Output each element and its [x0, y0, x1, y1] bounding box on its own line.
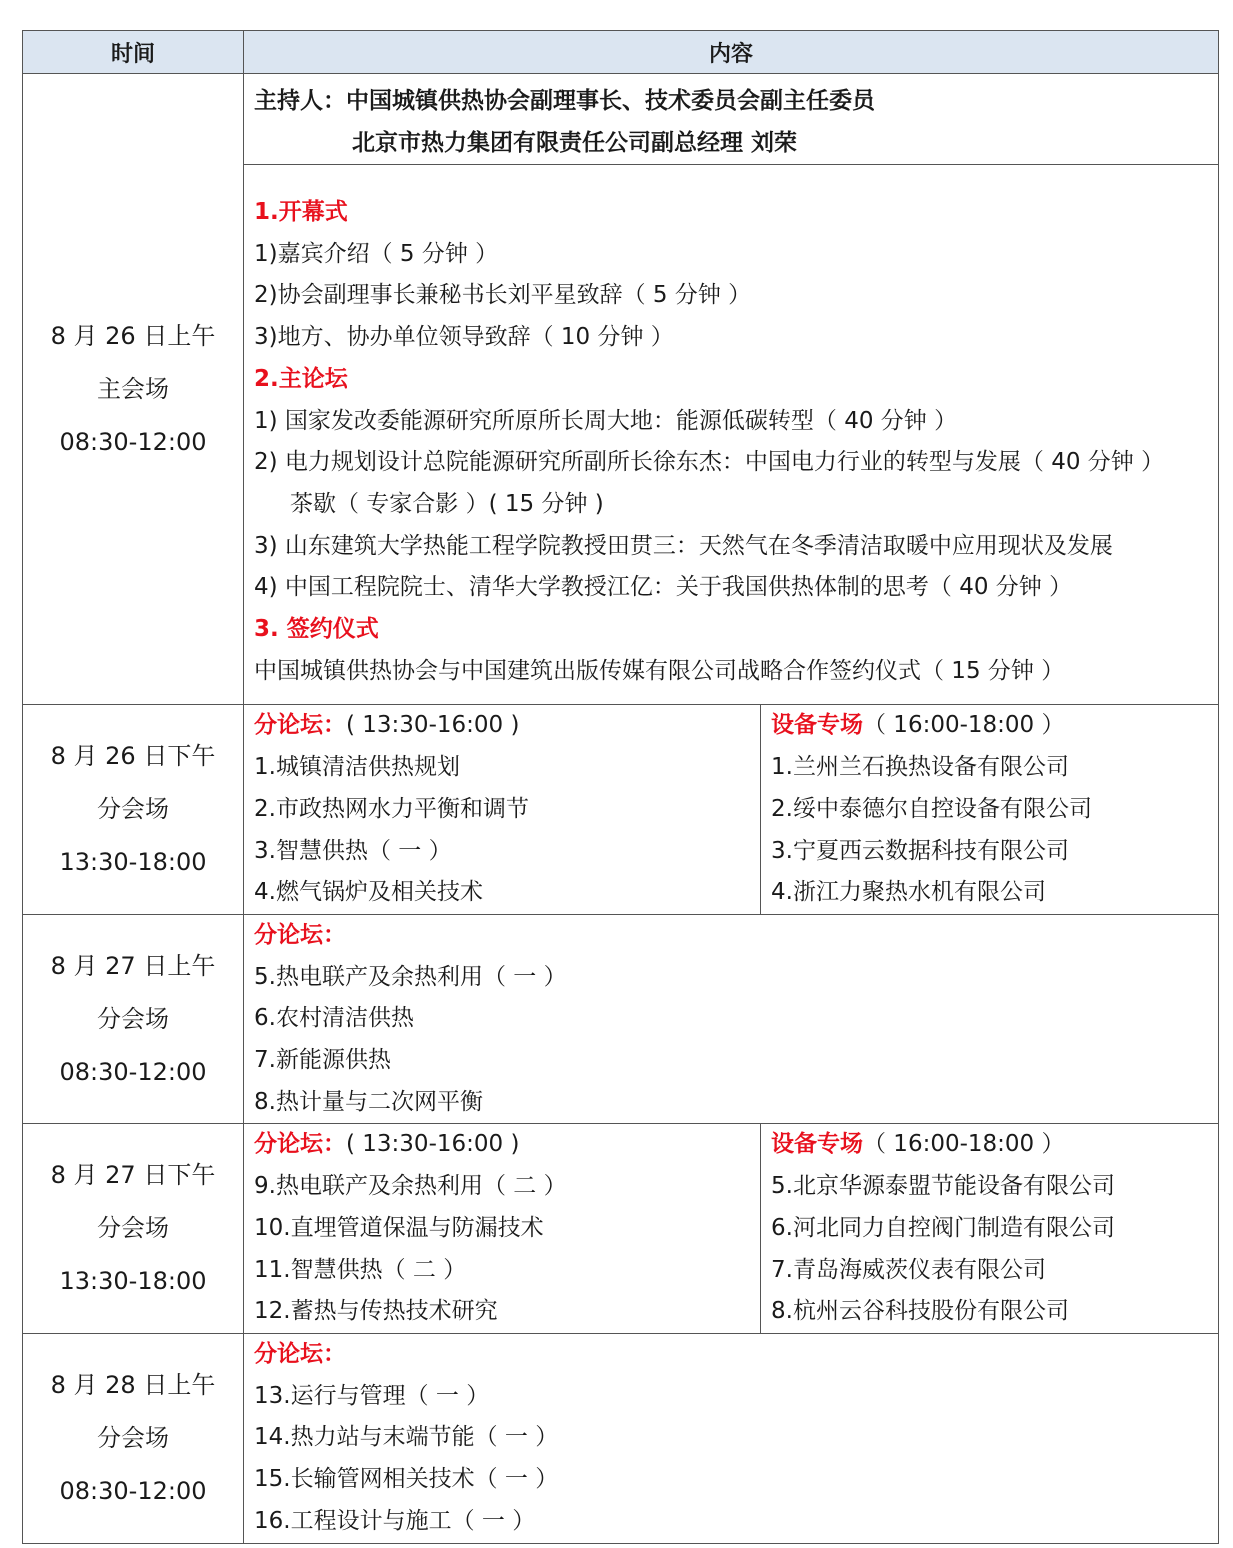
time-range: 08:30-12:00 [59, 1057, 207, 1086]
forum-cell [244, 1124, 761, 1334]
equipment-cell [761, 1124, 1219, 1334]
time-range: 13:30-18:00 [59, 848, 207, 877]
equipment-heading [771, 705, 1208, 747]
time-cell-aug27-am [23, 914, 244, 1124]
equipment-time: （ 16:00-18:00 ） [863, 712, 1065, 739]
equipment-label: 设备专场 [771, 712, 863, 739]
list-item: 7.青岛海威茨仪表有限公司 [771, 1256, 1046, 1283]
forum-label: 分论坛： [254, 712, 346, 739]
forum-label: 分论坛： [254, 921, 346, 948]
venue-label: 分会场 [97, 795, 169, 824]
list-item: 4.燃气锅炉及相关技术 [254, 879, 483, 906]
header-time: 时间 [23, 31, 244, 74]
list-item: 16.工程设计与施工（ 一 ） [254, 1507, 536, 1534]
date-label: 8 月 27 日上午 [50, 951, 216, 980]
time-cell-aug27-pm [23, 1124, 244, 1334]
forum-time: ( 13:30-16:00 ) [346, 1131, 520, 1158]
host-line-2: 北京市热力集团有限责任公司副总经理 刘荣 [352, 130, 798, 156]
list-item: 2) 电力规划设计总院能源研究所副所长徐东杰：中国电力行业的转型与发展（ 40 分钟 ） [254, 449, 1165, 476]
date-label: 8 月 26 日上午 [50, 321, 216, 350]
list-item: 3)地方、协办单位领导致辞（ 10 分钟 ） [254, 324, 674, 351]
list-item: 1) 国家发改委能源研究所原所长周大地：能源低碳转型（ 40 分钟 ） [254, 407, 958, 434]
list-item: 5.北京华源泰盟节能设备有限公司 [771, 1173, 1115, 1200]
section-title-main-forum: 2.主论坛 [254, 365, 348, 392]
time-range: 13:30-18:00 [59, 1267, 207, 1296]
list-item: 2)协会副理事长兼秘书长刘平星致辞（ 5 分钟 ） [254, 282, 752, 309]
list-item: 4) 中国工程院院士、清华大学教授江亿：关于我国供热体制的思考（ 40 分钟 ） [254, 574, 1073, 601]
list-item: 13.运行与管理（ 一 ） [254, 1382, 490, 1409]
time-range: 08:30-12:00 [59, 427, 207, 456]
forum-label: 分论坛： [254, 1340, 346, 1367]
list-item: 2.绥中泰德尔自控设备有限公司 [771, 795, 1092, 822]
venue-label: 分会场 [97, 1423, 169, 1452]
list-item: 14.热力站与末端节能（ 一 ） [254, 1424, 559, 1451]
time-cell-aug28-am [23, 1333, 244, 1543]
list-item: 9.热电联产及余热利用（ 二 ） [254, 1173, 567, 1200]
schedule-table [22, 30, 1219, 1544]
list-item: 4.浙江力聚热水机有限公司 [771, 879, 1046, 906]
list-item: 7.新能源供热 [254, 1047, 391, 1074]
venue-label: 主会场 [97, 374, 169, 403]
list-item: 10.直埋管道保温与防漏技术 [254, 1214, 544, 1241]
list-item: 中国城镇供热协会与中国建筑出版传媒有限公司战略合作签约仪式（ 15 分钟 ） [254, 657, 1065, 684]
list-item: 2.市政热网水力平衡和调节 [254, 795, 529, 822]
date-label: 8 月 28 日上午 [50, 1370, 216, 1399]
session-row-aug26-pm [23, 705, 1219, 915]
list-item: 6.河北同力自控阀门制造有限公司 [771, 1214, 1115, 1241]
list-item: 11.智慧供热（ 二 ） [254, 1256, 467, 1283]
list-item: 3.宁夏西云数据科技有限公司 [771, 837, 1069, 864]
venue-label: 分会场 [97, 1214, 169, 1243]
list-item: 1)嘉宾介绍（ 5 分钟 ） [254, 240, 499, 267]
time-cell-aug26-pm [23, 705, 244, 915]
list-item: 6.农村清洁供热 [254, 1005, 414, 1032]
list-item-break: 茶歇（ 专家合影 ）( 15 分钟 ) [290, 490, 604, 517]
equipment-heading [771, 1124, 1208, 1166]
forum-time: ( 13:30-16:00 ) [346, 712, 520, 739]
session-row-aug27-am [23, 914, 1219, 1124]
list-item: 12.蓄热与传热技术研究 [254, 1298, 498, 1325]
forum-heading [254, 1124, 750, 1166]
list-item: 1.城镇清洁供热规划 [254, 754, 460, 781]
host-cell [244, 74, 1219, 165]
time-range: 08:30-12:00 [59, 1476, 207, 1505]
section-title-opening: 1.开幕式 [254, 199, 348, 225]
forum-cell [244, 705, 761, 915]
list-item: 15.长输管网相关技术（ 一 ） [254, 1466, 559, 1493]
list-item: 5.热电联产及余热利用（ 一 ） [254, 963, 567, 990]
equipment-label: 设备专场 [771, 1131, 863, 1158]
list-item: 3.智慧供热（ 一 ） [254, 837, 452, 864]
host-line-1: 主持人：中国城镇供热协会副理事长、技术委员会副主任委员 [254, 88, 875, 114]
forum-heading [254, 705, 750, 747]
forum-cell [244, 1333, 1219, 1543]
session-row-aug28-am [23, 1333, 1219, 1543]
header-content: 内容 [244, 31, 1219, 74]
equipment-time: （ 16:00-18:00 ） [863, 1131, 1065, 1158]
forum-label: 分论坛： [254, 1131, 346, 1158]
list-item: 1.兰州兰石换热设备有限公司 [771, 754, 1069, 781]
list-item: 3) 山东建筑大学热能工程学院教授田贯三：天然气在冬季清洁取暖中应用现状及发展 [254, 532, 1113, 559]
session-row-aug27-pm [23, 1124, 1219, 1334]
header-row [23, 31, 1219, 74]
time-cell-aug26-am [23, 74, 244, 705]
list-item: 8.杭州云谷科技股份有限公司 [771, 1298, 1069, 1325]
equipment-cell [761, 705, 1219, 915]
main-session-cell [244, 165, 1219, 705]
venue-label: 分会场 [97, 1004, 169, 1033]
list-item: 8.热计量与二次网平衡 [254, 1088, 483, 1115]
section-title-signing: 3. 签约仪式 [254, 616, 379, 643]
date-label: 8 月 26 日下午 [50, 742, 216, 771]
host-row [23, 74, 1219, 165]
forum-cell [244, 914, 1219, 1124]
date-label: 8 月 27 日下午 [50, 1161, 216, 1190]
